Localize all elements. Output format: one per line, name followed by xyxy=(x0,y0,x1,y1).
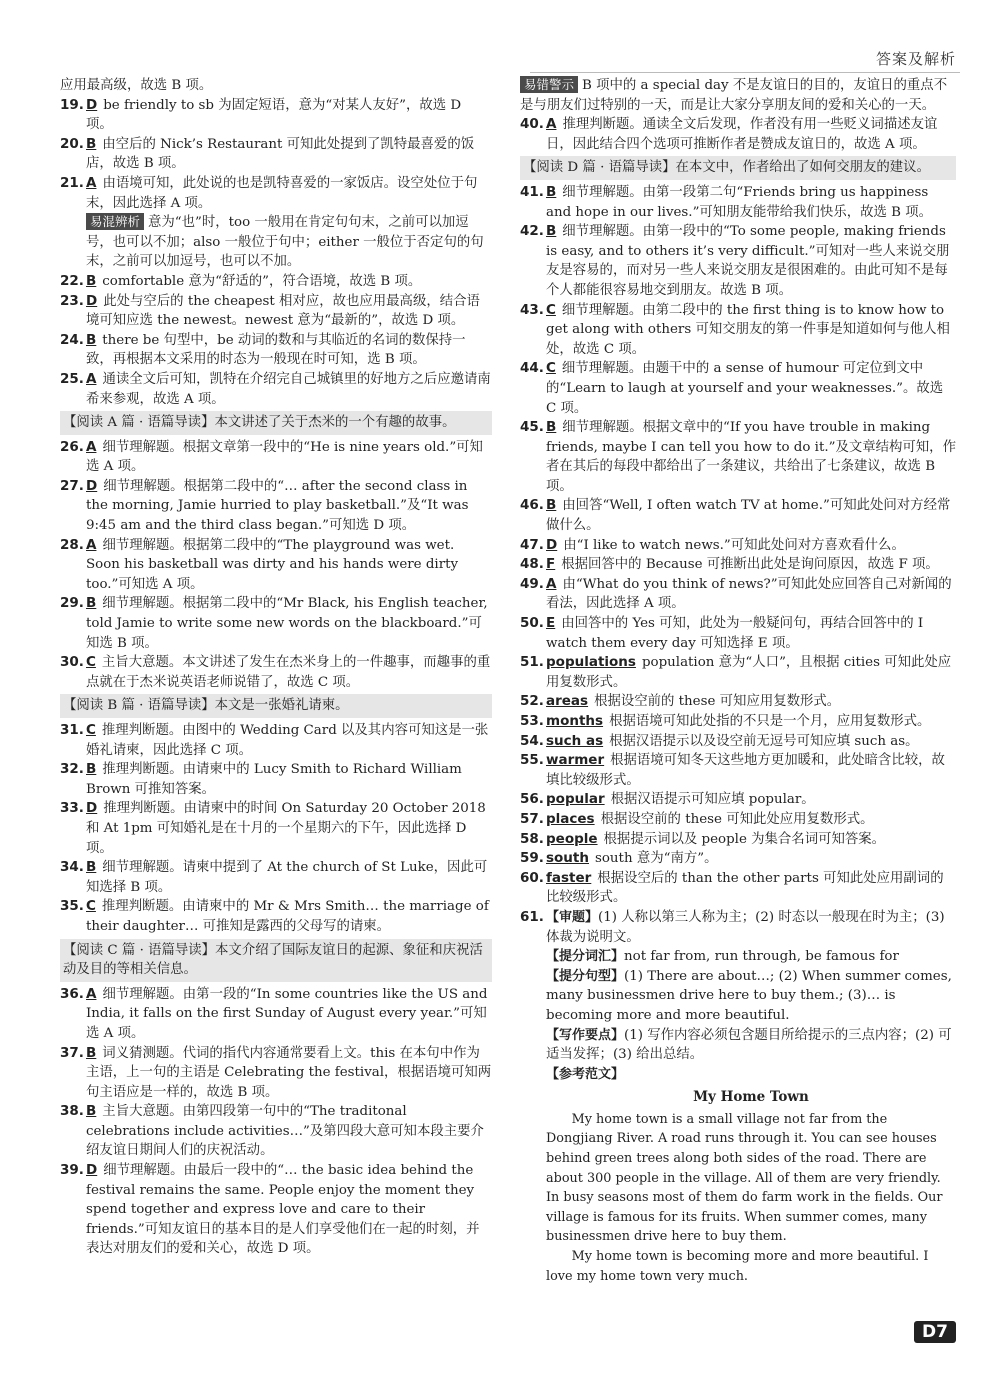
points-label: 【写作要点】 xyxy=(546,1027,625,1043)
answer-item xyxy=(520,810,956,830)
answer-list xyxy=(60,721,492,937)
explanation-text: be friendly to sb 为固定短语，意为“对某人友好”，故选 D 项。 xyxy=(86,97,462,133)
answer-key: D xyxy=(86,1162,98,1179)
answer-item xyxy=(520,536,956,556)
answer-item xyxy=(520,869,956,908)
answer-key: places xyxy=(546,810,595,827)
answer-key: C xyxy=(546,360,556,377)
left-column xyxy=(60,76,492,1259)
explanation-text: population 意为“人口”，且根据 cities 可知此处应用复数形式。 xyxy=(546,655,952,690)
sample-block xyxy=(520,1065,956,1085)
item-number: 21. xyxy=(60,174,84,191)
analysis-text: (1) 人称以第三人称为主；(2) 时态以一般现在时为主；(3) 体裁为说明文。 xyxy=(546,909,945,945)
answer-key: A xyxy=(86,536,97,553)
answer-key: south xyxy=(546,850,589,867)
explanation-text: 推理判断题。由请柬中的 Mr & Mrs Smith… the marriage of their daughter… 可推知是露西的父母写的请柬。 xyxy=(86,899,489,934)
explanation-text: 根据汉语提示可知应填 popular。 xyxy=(610,792,815,808)
item-number: 26. xyxy=(60,438,84,455)
explanation-text: 推理判断题。由请柬中的时间 On Saturday 20 October 2018 和 At 1pm 可知婚礼是在十月的一个星期六的下午，因此选择 D 项。 xyxy=(86,801,486,856)
item-number: 38. xyxy=(60,1103,84,1120)
explanation-text: 根据回答中的 Because 可推断出此处是询问原因，故选 F 项。 xyxy=(561,557,939,573)
item-number: 53. xyxy=(520,713,544,729)
sentence-block xyxy=(520,967,956,1026)
item-number: 36. xyxy=(60,985,84,1002)
explanation-text: 此处与空后的 the cheapest 相对应，故也应用最高级，结合语境可知应选 the newest。newest 意为“最新的”，故选 D 项。 xyxy=(86,293,480,329)
answer-item xyxy=(520,849,956,869)
explanation-text: 根据设空前的 these 可知此处应用复数形式。 xyxy=(600,811,874,827)
item-number: 30. xyxy=(60,654,84,671)
section-guide-c: 【阅读 C 篇 · 语篇导读】本文介绍了国际友谊日的起源、象征和庆祝活动及目的等相关信息。 xyxy=(60,939,492,982)
answer-key: A xyxy=(86,370,97,387)
explanation-text: 由空后的 Nick’s Restaurant 可知此处提到了凯特最喜爱的饭店，故选 B 项。 xyxy=(86,136,475,172)
answer-item xyxy=(520,575,956,614)
answer-key: A xyxy=(86,174,97,191)
explanation-text: 细节理解题。由第二段中的 the first thing is to know how to get along with others 可知交朋友的第一件事是知道如何与他人相处，故选 C 项。 xyxy=(546,302,950,357)
answer-key: faster xyxy=(546,869,592,886)
answer-item xyxy=(60,272,492,292)
answer-list xyxy=(60,272,492,409)
answer-key: months xyxy=(546,713,604,729)
answer-item xyxy=(520,751,956,790)
answer-item xyxy=(60,96,492,135)
answer-key: C xyxy=(86,898,96,915)
answer-key: D xyxy=(546,536,558,553)
answer-item xyxy=(60,292,492,331)
answer-item xyxy=(520,496,956,535)
answer-item xyxy=(60,1044,492,1103)
item-number: 19. xyxy=(60,96,84,113)
item-number: 48. xyxy=(520,556,544,573)
item-number: 52. xyxy=(520,693,544,710)
item-number: 41. xyxy=(520,183,544,200)
answer-item xyxy=(520,359,956,418)
item-number: 54. xyxy=(520,732,544,749)
item-number: 37. xyxy=(60,1044,84,1061)
explanation-text: 细节理解题。根据文章中的“If you have trouble in making friends, maybe I can tell you how to do it.”及文章结构可知，作者在其后的每段中都给出了一条建议，共给出了七条建议，故选 B 项。 xyxy=(546,420,956,494)
answer-item xyxy=(60,594,492,653)
answer-item xyxy=(60,438,492,477)
answer-item xyxy=(60,331,492,370)
answer-item xyxy=(60,760,492,799)
answer-key: B xyxy=(86,859,97,876)
item-number: 24. xyxy=(60,331,84,348)
answer-item xyxy=(60,174,492,213)
item-number: 55. xyxy=(520,752,544,769)
answer-key: C xyxy=(546,301,556,318)
answer-key: B xyxy=(86,1103,97,1120)
answer-list xyxy=(520,183,956,908)
note-mistake xyxy=(520,76,956,115)
vocab-text: not far from, run through, be famous for xyxy=(624,949,899,965)
item-number: 51. xyxy=(520,654,544,671)
answer-key: E xyxy=(546,615,556,632)
explanation-text: south 意为“南方”。 xyxy=(595,851,718,867)
item-number: 25. xyxy=(60,370,84,387)
sample-essay xyxy=(520,1088,956,1286)
item-number: 45. xyxy=(520,419,544,436)
answer-key: D xyxy=(86,96,98,113)
answer-key: warmer xyxy=(546,752,605,769)
explanation-text: 细节理解题。由最后一段中的“… the basic idea behind the festival remains the same. People enjoy the moment they spend together and express love and care to their friends.”可知友谊日的基本目的是人们享受他们在一起的时刻，并表达对朋友们的爱和关心，故选 D 项。 xyxy=(86,1163,480,1257)
answer-item xyxy=(520,732,956,752)
item-number: 47. xyxy=(520,536,544,553)
answer-key: A xyxy=(546,116,557,133)
item-number: 34. xyxy=(60,859,84,876)
item-number: 22. xyxy=(60,272,84,289)
item-number: 40. xyxy=(520,116,544,133)
explanation-text: 细节理解题。根据第二段中的“The playground was wet. Soon his basketball was dirty and his hands were dirty too.”可知选 A 项。 xyxy=(86,537,459,592)
answer-list xyxy=(60,96,492,214)
item-number: 20. xyxy=(60,135,84,152)
answer-key: A xyxy=(546,575,557,592)
answer-list xyxy=(520,115,956,154)
writing-answer xyxy=(520,908,956,947)
vocab-block xyxy=(520,947,956,967)
explanation-text: 由回答中的 Yes 可知，此处为一般疑问句，再结合回答中的 I watch them every day 可知选择 E 项。 xyxy=(546,616,924,651)
section-guide-b: 【阅读 B 篇 · 语篇导读】本文是一张婚礼请柬。 xyxy=(60,694,492,718)
answer-item xyxy=(520,790,956,810)
answer-item xyxy=(520,222,956,300)
item-number: 42. xyxy=(520,223,544,240)
explanation-text: 细节理解题。由第一段第二句“Friends bring us happiness and hope in our lives.”可知朋友能带给我们快乐，故选 B 项。 xyxy=(546,184,933,220)
answer-key: B xyxy=(546,223,557,240)
item-number: 27. xyxy=(60,477,84,494)
answer-key: C xyxy=(86,654,96,671)
explanation-text: 细节理解题。根据第二段中的“… after the second class in the morning, Jamie hurried to play basketball.”及“It was 9:45 am and the third class began.”可知选 D 项。 xyxy=(86,478,469,534)
item-number: 46. xyxy=(520,497,544,514)
item-number: 61. xyxy=(520,908,544,925)
explanation-text: 推理判断题。由请柬中的 Lucy Smith to Richard William Brown 可推知答案。 xyxy=(86,762,462,797)
answer-key: B xyxy=(546,183,557,200)
answer-key: B xyxy=(86,331,97,348)
points-block xyxy=(520,1026,956,1065)
item-number: 56. xyxy=(520,791,544,808)
answer-key: such as xyxy=(546,732,604,749)
vocab-label: 【提分词汇】 xyxy=(546,949,625,965)
answer-item xyxy=(520,115,956,154)
answer-key: B xyxy=(546,419,557,436)
explanation-text: 根据设空后的 than the other parts 可知此处应用副词的比较级形式。 xyxy=(546,870,944,906)
note-tag: 易混辨析 xyxy=(86,213,144,230)
explanation-text: 根据语境可知冬天这些地方更加暖和，此处暗含比较，故填比较级形式。 xyxy=(546,753,945,788)
analysis-label: 【审题】 xyxy=(546,909,599,925)
explanation-text: 细节理解题。根据文章第一段中的“He is nine years old.”可知选 A 项。 xyxy=(86,439,483,475)
answer-list xyxy=(60,985,492,1259)
explanation-text: 细节理解题。由第一段中的“To some people, making friends is easy, and to others it’s very difficult.”可知对一些人来说交朋友是容易的，而对另一些人来说交朋友是很困难的。由此可知不是每个人都能很容易地交到朋友。故选 B 项。 xyxy=(546,224,950,298)
answer-item xyxy=(520,692,956,712)
item-number: 32. xyxy=(60,761,84,778)
item-number: 58. xyxy=(520,830,544,847)
answer-key: popular xyxy=(546,791,605,808)
sample-label: 【参考范文】 xyxy=(546,1066,625,1082)
explanation-text: 由“I like to watch news.”可知此处问对方喜欢看什么。 xyxy=(563,537,905,553)
answer-item xyxy=(60,653,492,692)
item-number: 49. xyxy=(520,575,544,592)
item-number: 28. xyxy=(60,536,84,553)
sentence-label: 【提分句型】 xyxy=(546,968,625,984)
answer-key: areas xyxy=(546,693,589,710)
answer-item xyxy=(60,858,492,897)
answer-key: populations xyxy=(546,654,636,671)
explanation-text: there be 句型中，be 动词的数和与其临近的名词的数保持一致，再根据本文采用的时态为一般现在时可知，选 B 项。 xyxy=(86,332,466,368)
note-confusable xyxy=(60,213,492,272)
explanation-text: 由语境可知，此处说的也是凯特喜爱的一家饭店。设空处位于句末，因此选择 A 项。 xyxy=(86,175,478,211)
right-column xyxy=(520,76,956,1286)
explanation-text: 根据提示词以及 people 为集合名词可知答案。 xyxy=(603,831,886,847)
answer-item xyxy=(60,721,492,760)
explanation-text: 根据设空前的 these 可知应用复数形式。 xyxy=(594,694,841,710)
item-number: 57. xyxy=(520,810,544,827)
answer-key: B xyxy=(86,761,97,778)
answer-key: B xyxy=(546,497,557,514)
answer-item xyxy=(60,799,492,858)
answer-key: B xyxy=(86,1044,97,1061)
explanation-text: 细节理解题。由题干中的 a sense of humour 可定位到文中的“Learn to laugh at yourself and your weaknesses.”。故选 C 项。 xyxy=(546,361,944,416)
essay-title: My Home Town xyxy=(693,1089,809,1106)
answer-key: A xyxy=(86,985,97,1002)
answer-list xyxy=(60,438,492,693)
note-text: B 项中的 a special day 不是友谊日的目的，友谊日的重点不是与朋友们过特别的一天，而是让大家分享朋友间的爱和关心的一天。 xyxy=(520,78,948,113)
section-guide-a: 【阅读 A 篇 · 语篇导读】本文讲述了关于杰米的一个有趣的故事。 xyxy=(60,411,492,435)
answer-item xyxy=(520,614,956,653)
explanation-text: 推理判断题。通读全文后发现，作者没有用一些贬义词描述友谊日，因此结合四个选项可推断作者是赞成友谊日的，故选 A 项。 xyxy=(546,117,938,152)
item-number: 60. xyxy=(520,869,544,886)
note-tag: 易错警示 xyxy=(520,76,578,93)
answer-key: D xyxy=(86,800,98,817)
answer-item xyxy=(60,1161,492,1259)
item-number: 39. xyxy=(60,1162,84,1179)
answer-item xyxy=(60,897,492,936)
answer-key: D xyxy=(86,477,98,494)
explanation-text: 通读全文后可知，凯特在介绍完自己城镇里的好地方之后应邀请南希来参观，故选 A 项。 xyxy=(86,371,491,407)
answer-item xyxy=(520,418,956,496)
answer-item xyxy=(60,370,492,409)
answer-key: B xyxy=(86,272,97,289)
answer-key: F xyxy=(546,556,556,573)
item-number: 33. xyxy=(60,800,84,817)
points-text: (1) 写作内容必须包含题目所给提示的三点内容；(2) 可适当发挥；(3) 给出总结。 xyxy=(546,1027,952,1063)
sentence-text: (1) There are about…; (2) When summer comes, many businessmen drive here to buy them.; (3)… is becoming more and more beautiful. xyxy=(546,968,952,1023)
explanation-text: 推理判断题。由图中的 Wedding Card 以及其内容可知这是一张婚礼请柬，因此选择 C 项。 xyxy=(86,723,489,758)
explanation-text: 主旨大意题。本文讲述了发生在杰米身上的一件趣事，而趣事的重点就在于杰米说英语老师说错了，故选 C 项。 xyxy=(86,655,491,690)
item-number: 23. xyxy=(60,292,84,309)
page-header-title: 答案及解析 xyxy=(875,50,956,68)
header-divider xyxy=(530,72,960,73)
answer-key: B xyxy=(86,135,97,152)
answer-key: D xyxy=(86,292,98,309)
explanation-text: 由回答“Well, I often watch TV at home.”可知此处问对方经常做什么。 xyxy=(546,498,951,534)
answer-item xyxy=(520,830,956,850)
note-text: 意为“也”时，too 一般用在肯定句句末，之前可以加逗号，也可以不加；also 一般位于句中；either 一般位于否定句的句末，之前可以加逗号，也可以不加。 xyxy=(86,215,484,270)
answer-key: C xyxy=(86,722,96,738)
answer-key: B xyxy=(86,595,97,612)
answer-item xyxy=(60,536,492,595)
explanation-text: 词义猜测题。代词的指代内容通常要看上文。this 在本句中作为主语，上一句的主语是 Celebrating the festival，根据语境可知两句主语应是一样的，故选 B 项。 xyxy=(86,1045,492,1100)
answer-item xyxy=(60,1102,492,1161)
answer-item xyxy=(520,183,956,222)
answer-key: A xyxy=(86,438,97,455)
item-number: 31. xyxy=(60,722,84,738)
item-number: 59. xyxy=(520,850,544,867)
essay-paragraph: My home town is becoming more and more beautiful. I love my home town very much. xyxy=(546,1249,929,1284)
explanation-text: 根据语境可知此处指的不只是一个月，应用复数形式。 xyxy=(609,714,931,729)
continued-text: 应用最高级，故选 B 项。 xyxy=(60,78,213,93)
item-number: 29. xyxy=(60,595,84,612)
answer-item xyxy=(520,301,956,360)
explanation-text: 细节理解题。请柬中提到了 At the church of St Luke，因此可知选择 B 项。 xyxy=(86,860,488,895)
section-guide-d: 【阅读 D 篇 · 语篇导读】在本文中，作者给出了如何交朋友的建议。 xyxy=(520,156,956,180)
explanation-text: 细节理解题。由第一段的“In some countries like the US and India, it falls on the first Sunday of August every year.”可知选 A 项。 xyxy=(86,986,488,1041)
explanation-text: 主旨大意题。由第四段第一句中的“The traditonal celebrations include activities…”及第四段大意可知本段主要介绍友谊日期间人们的庆祝活动。 xyxy=(86,1104,484,1159)
page-number-badge: D7 xyxy=(914,1321,956,1343)
explanation-text: 细节理解题。根据第二段中的“Mr Black, his English teacher, told Jamie to write some new words on the blackboard.”可知选 B 项。 xyxy=(86,596,488,651)
answer-item xyxy=(520,653,956,692)
item-number: 44. xyxy=(520,360,544,377)
answer-item xyxy=(60,985,492,1044)
explanation-text: 根据汉语提示以及设空前无逗号可知应填 such as。 xyxy=(609,733,919,749)
item-number: 50. xyxy=(520,615,544,632)
essay-paragraph: My home town is a small village not far from the Dongjiang River. A road runs through it. You can see houses behind green trees along both sides of the road. There are about 300 people in the village. All of them are very friendly. In busy seasons most of them do farm work in the fields. Our village is famous for its fruits. When summer comes, many businessmen drive here to buy them. xyxy=(546,1111,943,1245)
item-number: 35. xyxy=(60,898,84,915)
answer-key: people xyxy=(546,830,598,847)
explanation-text: comfortable 意为“舒适的”，符合语境，故选 B 项。 xyxy=(102,273,422,289)
answer-item xyxy=(60,477,492,536)
answer-item xyxy=(60,135,492,174)
explanation-text: 由“What do you think of news?”可知此处应回答自己对新闻的看法，因此选择 A 项。 xyxy=(546,576,952,612)
answer-item xyxy=(520,712,956,732)
item-number: 43. xyxy=(520,301,544,318)
answer-item xyxy=(520,555,956,575)
